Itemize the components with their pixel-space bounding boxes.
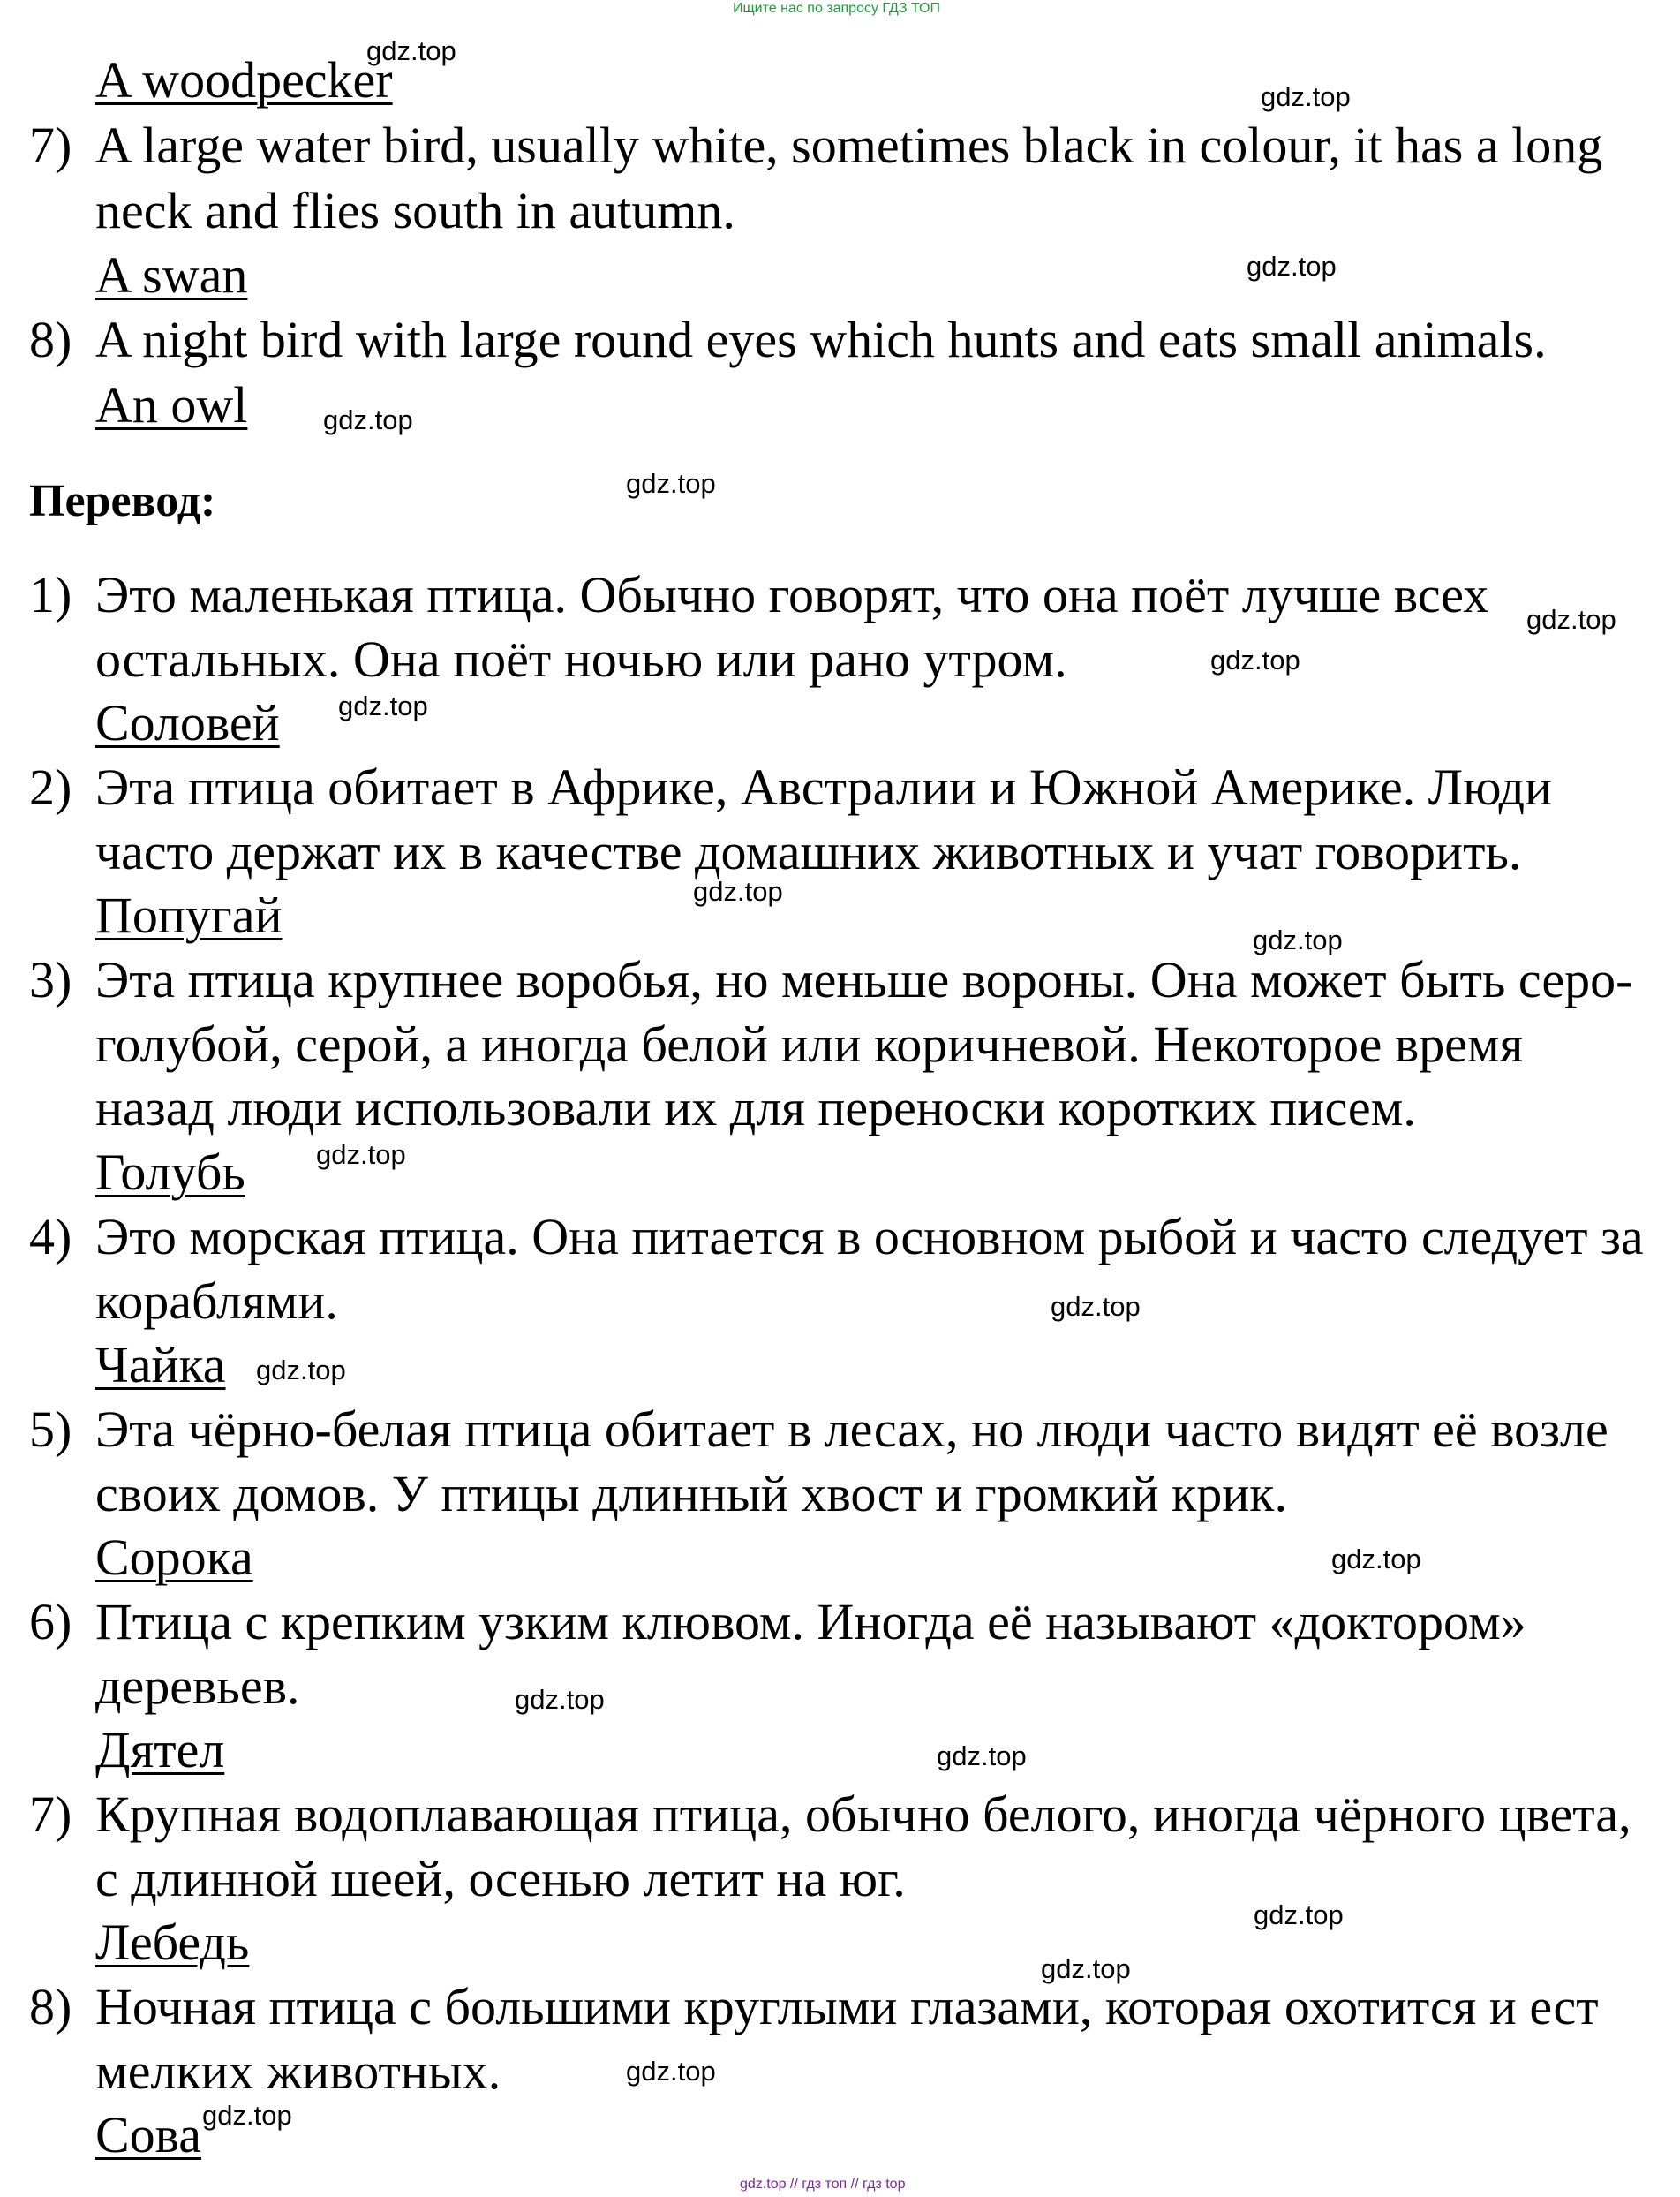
- answer-woodpecker-ru: Дятел: [95, 1721, 225, 1778]
- watermark: gdz.top: [693, 876, 783, 907]
- question-text: остальных. Она поёт ночью или рано утром.: [95, 630, 1067, 688]
- watermark: gdz.top: [1210, 645, 1300, 676]
- watermark: gdz.top: [366, 35, 456, 66]
- answer-owl: An owl: [95, 376, 248, 434]
- watermark: gdz.top: [1254, 1899, 1344, 1930]
- question-text: Эта птица обитает в Африке, Австралии и Южной Америке. Люди: [95, 759, 1553, 816]
- question-text: A large water bird, usually white, sometimes black in colour, it has a long: [95, 117, 1603, 174]
- watermark: gdz.top: [202, 2100, 292, 2131]
- watermark: gdz.top: [1253, 925, 1343, 955]
- question-text: с длинной шеей, осенью летит на юг.: [95, 1850, 906, 1907]
- watermark: gdz.top: [256, 1355, 346, 1385]
- answer-woodpecker: A woodpecker: [95, 51, 393, 109]
- watermark: gdz.top: [316, 1139, 406, 1170]
- item-number: 8): [29, 1978, 72, 2035]
- question-text: голубой, серой, а иногда белой или коричневой. Некоторое время: [95, 1015, 1524, 1073]
- watermark: gdz.top: [323, 404, 413, 435]
- item-number: 5): [29, 1400, 72, 1458]
- watermark: gdz.top: [626, 468, 716, 499]
- translation-heading: Перевод:: [29, 476, 216, 526]
- item-number: 2): [29, 759, 72, 816]
- question-text: Крупная водоплавающая птица, обычно белого, иногда чёрного цвета,: [95, 1786, 1631, 1843]
- answer-swan: A swan: [95, 246, 248, 304]
- answer-seagull: Чайка: [95, 1336, 226, 1393]
- item-number: 1): [29, 566, 72, 623]
- question-text: назад люди использовали их для переноски коротких писем.: [95, 1079, 1416, 1136]
- watermark: gdz.top: [515, 1684, 605, 1715]
- item-number: 7): [29, 117, 72, 174]
- answer-pigeon: Голубь: [95, 1144, 245, 1201]
- watermark: gdz.top: [937, 1740, 1027, 1771]
- question-text: A night bird with large round eyes which hunts and eats small animals.: [95, 311, 1547, 368]
- question-text: часто держат их в качестве домашних животных и учат говорить.: [95, 823, 1522, 880]
- question-text: Это маленькая птица. Обычно говорят, что она поёт лучше всех: [95, 566, 1489, 623]
- item-number: 4): [29, 1208, 72, 1265]
- watermark: gdz.top: [1331, 1544, 1421, 1574]
- question-text: Эта чёрно-белая птица обитает в лесах, но люди часто видят её возле: [95, 1400, 1608, 1458]
- item-number: 6): [29, 1593, 72, 1650]
- item-number: 3): [29, 951, 72, 1008]
- watermark: gdz.top: [1247, 251, 1337, 282]
- footer-links: gdz.top // гдз топ // гдз top: [740, 2177, 906, 2192]
- item-number: 7): [29, 1786, 72, 1843]
- question-text: Эта птица крупнее воробья, но меньше вороны. Она может быть серо-: [95, 951, 1633, 1008]
- answer-swan-ru: Лебедь: [95, 1914, 250, 1971]
- question-text: мелких животных.: [95, 2042, 501, 2100]
- item-number: 8): [29, 311, 72, 368]
- watermark: gdz.top: [626, 2056, 716, 2087]
- question-text: своих домов. У птицы длинный хвост и громкий крик.: [95, 1465, 1287, 1522]
- watermark: gdz.top: [1261, 81, 1351, 112]
- question-text: деревьев.: [95, 1657, 300, 1715]
- answer-parrot: Попугай: [95, 887, 283, 944]
- question-text: neck and flies south in autumn.: [95, 182, 735, 239]
- watermark: gdz.top: [338, 691, 428, 721]
- answer-magpie: Сорока: [95, 1529, 253, 1586]
- question-text: Птица с крепким узким клювом. Иногда её называют «доктором»: [95, 1593, 1526, 1650]
- question-text: Ночная птица с большими круглыми глазами, которая охотится и ест: [95, 1978, 1599, 2035]
- watermark: gdz.top: [1041, 1953, 1131, 1984]
- watermark: gdz.top: [1051, 1291, 1141, 1322]
- top-banner: Ищите нас по запросу ГДЗ ТОП: [733, 1, 940, 16]
- answer-owl-ru: Сова: [95, 2106, 202, 2163]
- answer-nightingale: Соловей: [95, 694, 280, 751]
- watermark: gdz.top: [1526, 604, 1616, 635]
- question-text: Это морская птица. Она питается в основном рыбой и часто следует за: [95, 1208, 1644, 1265]
- question-text: кораблями.: [95, 1272, 338, 1330]
